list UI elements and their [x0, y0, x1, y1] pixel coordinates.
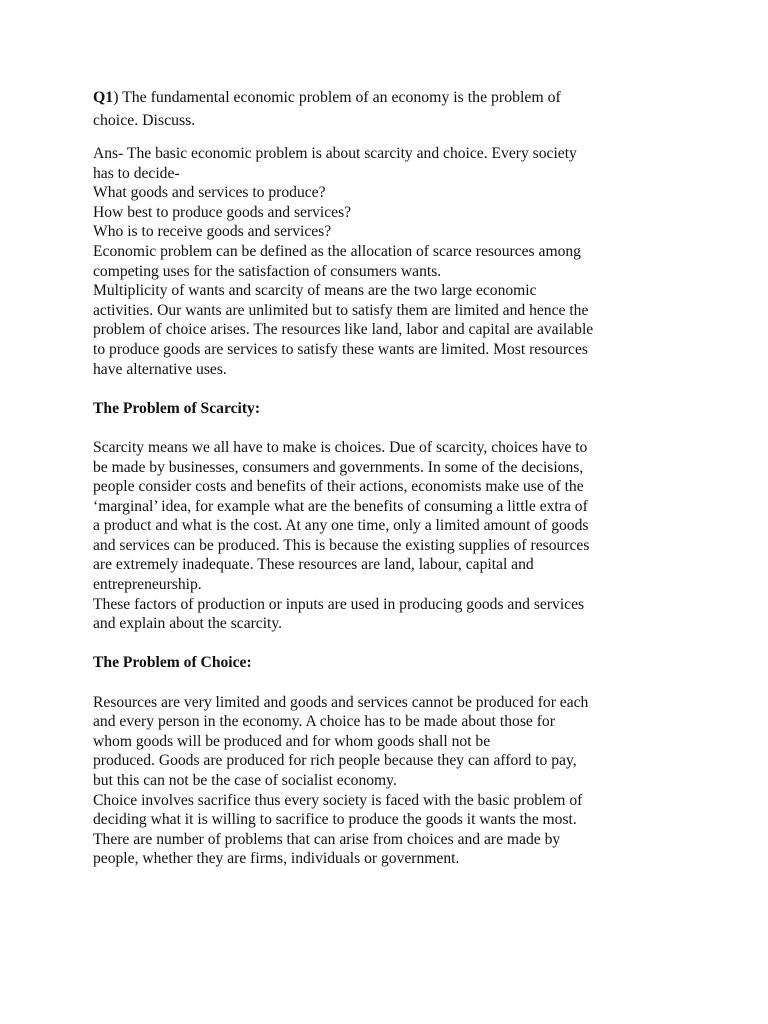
answer-line: have alternative uses. [93, 360, 227, 378]
question-number: Q1 [93, 89, 114, 106]
document-page [93, 86, 683, 869]
answer-line: Ans- The basic economic problem is about scarcity and choice. Every society [93, 145, 577, 162]
scarcity-line: people consider costs and benefits of their actions, economists make use of the [93, 478, 584, 496]
spacer [93, 418, 683, 438]
choice-line: produced. Goods are produced for rich people because they can afford to pay, [93, 752, 577, 770]
scarcity-line: a product and what is the cost. At any one time, only a limited amount of goods [93, 517, 589, 535]
scarcity-heading: The Problem of Scarcity: [93, 399, 261, 417]
choice-line: Resources are very limited and goods and services cannot be produced for each [93, 693, 589, 711]
scarcity-line: are extremely inadequate. These resources are land, labour, capital and [93, 556, 534, 574]
answer-paragraph [93, 144, 683, 379]
answer-line: activities. Our wants are unlimited but to satisfy them are limited and hence the [93, 301, 589, 319]
choice-line: Choice involves sacrifice thus every society is faced with the basic problem of [93, 791, 583, 809]
question-paren: ) [113, 89, 119, 106]
choice-line: and every person in the economy. A choice has to be made about those for [93, 713, 555, 731]
scarcity-paragraph [93, 438, 683, 634]
scarcity-line: be made by businesses, consumers and governments. In some of the decisions, [93, 458, 584, 476]
choice-line: but this can not be the case of socialist economy. [93, 772, 397, 789]
answer-line: competing uses for the satisfaction of consumers wants. [93, 262, 442, 280]
question-line-1 [93, 86, 683, 109]
scarcity-line: These factors of production or inputs are used in producing goods and services [93, 595, 585, 613]
choice-heading: The Problem of Choice: [93, 654, 252, 672]
answer-line: to produce goods are services to satisfy these wants are limited. Most resources [93, 340, 588, 358]
question-text-1: The fundamental economic problem of an economy is the problem of [118, 89, 561, 106]
answer-line: What goods and services to produce? [93, 184, 326, 202]
choice-line: There are number of problems that can arise from choices and are made by [93, 830, 561, 848]
spacer [93, 673, 683, 693]
answer-line: has to decide- [93, 164, 180, 182]
spacer [93, 379, 683, 399]
choice-line: deciding what it is willing to sacrifice to produce the goods it wants the most. [93, 811, 577, 829]
choice-paragraph [93, 693, 683, 869]
spacer [93, 634, 683, 654]
scarcity-line: entrepreneurship. [93, 576, 202, 594]
answer-line: How best to produce goods and services? [93, 203, 352, 221]
choice-line: people, whether they are firms, individuals or government. [93, 850, 460, 868]
choice-line: whom goods will be produced and for whom goods shall not be [93, 732, 491, 750]
answer-line: Who is to receive goods and services? [93, 223, 332, 241]
question-block [93, 86, 683, 132]
answer-line: Economic problem can be defined as the allocation of scarce resources among [93, 242, 581, 260]
scarcity-line: ‘marginal’ idea, for example what are the benefits of consuming a little extra of [93, 497, 588, 515]
answer-line: Multiplicity of wants and scarcity of means are the two large economic [93, 282, 537, 300]
scarcity-line: and explain about the scarcity. [93, 615, 283, 633]
scarcity-line: and services can be produced. This is because the existing supplies of resources [93, 536, 590, 554]
answer-line: problem of choice arises. The resources like land, labor and capital are available [93, 321, 594, 339]
question-line-2: choice. Discuss. [93, 112, 196, 129]
scarcity-line: Scarcity means we all have to make is choices. Due of scarcity, choices have to [93, 438, 588, 456]
